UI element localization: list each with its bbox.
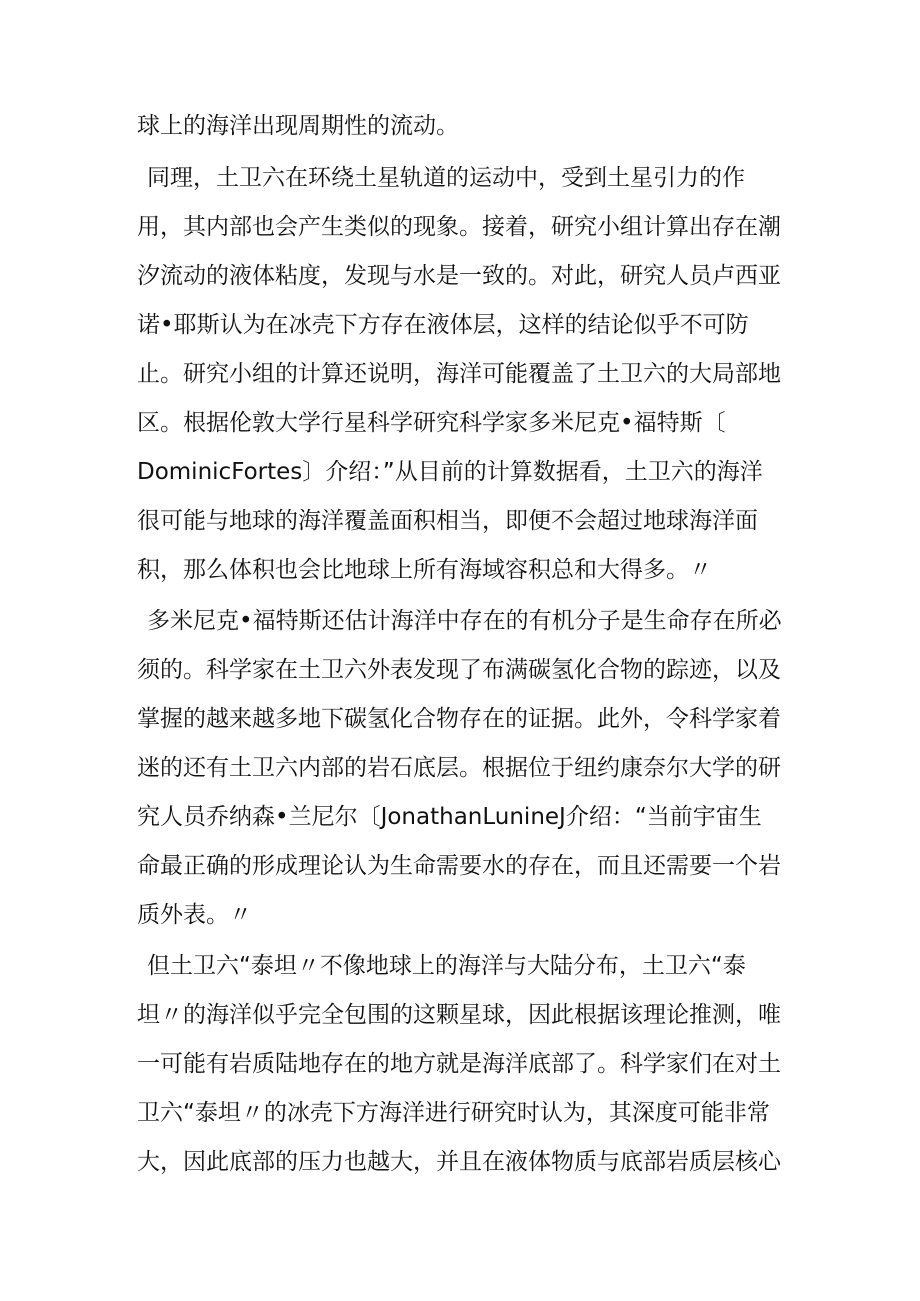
text-line: 诺•耶斯认为在冰壳下方存在液体层，这样的结论似乎不可防	[137, 312, 749, 338]
text-line: DominicFortes〕介绍：”从目前的计算数据看，土卫六的海洋	[137, 459, 763, 485]
paragraph-start-line: 多米尼克•福特斯还估计海洋中存在的有机分子是生命存在所必	[147, 608, 782, 634]
text-line: 积，那么体积也会比地球上所有海域容积总和大得多。〃	[137, 557, 712, 583]
paragraph-start-line: 但土卫六“泰坦〃不像地球上的海洋与大陆分布，土卫六“泰	[147, 953, 746, 979]
text-line: 汐流动的液体粘度，发现与水是一致的。对此，研究人员卢西亚	[137, 263, 781, 289]
text-line: 须的。科学家在土卫六外表发现了布满碳氢化合物的踪迹，以及	[137, 657, 781, 683]
text-line: 一可能有岩质陆地存在的地方就是海洋底部了。科学家们在对土	[137, 1051, 781, 1077]
text-line: 大，因此底部的压力也越大，并且在液体物质与底部岩质层核心	[137, 1149, 781, 1175]
paragraph-start-line: 同理，土卫六在环绕土星轨道的运动中，受到土星引力的作	[147, 165, 745, 191]
text-line: 很可能与地球的海洋覆盖面积相当，即便不会超过地球海洋面	[137, 508, 758, 534]
text-line: 坦〃的海洋似乎完全包围的这颗星球，因此根据该理论推测，唯	[137, 1002, 781, 1028]
text-line: 掌握的越来越多地下碳氢化合物存在的证据。此外，令科学家着	[137, 706, 781, 732]
text-line: 止。研究小组的计算还说明，海洋可能覆盖了土卫六的大局部地	[137, 361, 781, 387]
text-line: 用，其内部也会产生类似的现象。接着，研究小组计算出存在潮	[137, 214, 781, 240]
text-line: 质外表。〃	[137, 902, 252, 928]
text-line: 球上的海洋出现周期性的流动。	[137, 113, 459, 139]
text-line: 迷的还有土卫六内部的岩石底层。根据位于纽约康奈尔大学的研	[137, 755, 781, 781]
text-line: 命最正确的形成理论认为生命需要水的存在，而且还需要一个岩	[137, 853, 781, 879]
text-line: 究人员乔纳森•兰尼尔〔JonathanLunineJ介绍：“当前宇宙生	[137, 804, 762, 830]
text-line: 区。根据伦敦大学行星科学研究科学家多米尼克•福特斯〔	[137, 410, 726, 436]
text-line: 卫六“泰坦〃的冰壳下方海洋进行研究时认为，其深度可能非常	[137, 1100, 770, 1126]
